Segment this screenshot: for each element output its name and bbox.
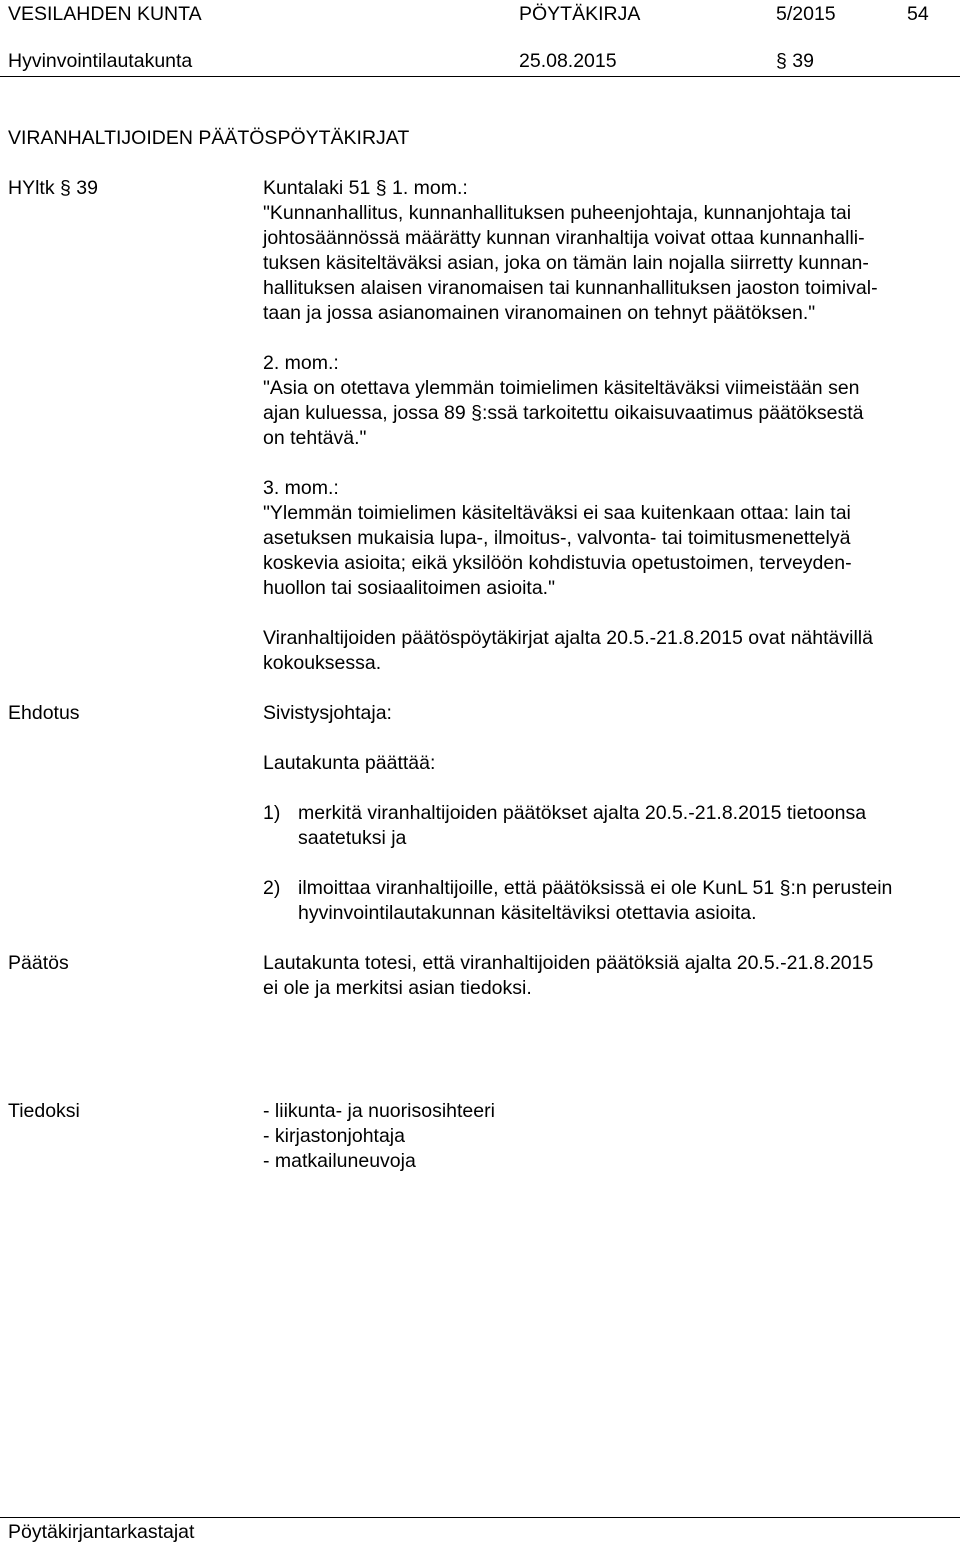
quote2-line: "Asia on otettava ylemmän toimielimen käsiteltäväksi viimeistään sen <box>263 377 860 399</box>
decision-line: Lautakunta totesi, että viranhaltijoiden päätöksiä ajalta 20.5.-21.8.2015 <box>263 952 874 974</box>
proposal-item-number: 1) <box>263 802 281 824</box>
footer-label: Pöytäkirjantarkastajat <box>8 1521 195 1543</box>
availability-line: Viranhaltijoiden päätöspöytäkirjat ajalta 20.5.-21.8.2015 ovat nähtävillä <box>263 627 873 649</box>
proposal-item-line: hyvinvointilautakunnan käsiteltäviksi otettavia asioita. <box>298 902 757 924</box>
case-reference: HYltk § 39 <box>8 177 98 199</box>
header-divider <box>0 76 960 77</box>
quote1-line: taan ja jossa asianomainen viranomainen on tehnyt päätöksen." <box>263 302 816 324</box>
notify-label: Tiedoksi <box>8 1100 80 1122</box>
org-name: VESILAHDEN KUNTA <box>8 3 202 25</box>
proposal-label: Ehdotus <box>8 702 80 724</box>
quote3-line: koskevia asioita; eikä yksilöön kohdistuvia opetustoimen, terveyden- <box>263 552 852 574</box>
quote2-line: ajan kuluessa, jossa 89 §:ssä tarkoitettu oikaisuvaatimus päätöksestä <box>263 402 864 424</box>
proposal-item-line: merkitä viranhaltijoiden päätökset ajalta 20.5.-21.8.2015 tietoonsa <box>298 802 867 824</box>
footer-divider <box>0 1517 960 1518</box>
section-number: § 39 <box>776 50 814 72</box>
law-reference: Kuntalaki 51 § 1. mom.: <box>263 177 468 199</box>
proposal-item-line: saatetuksi ja <box>298 827 407 849</box>
quote1-line: hallituksen alaisen viranomaisen tai kunnanhallituksen jaoston toimival- <box>263 277 878 299</box>
availability-line: kokouksessa. <box>263 652 382 674</box>
notify-item: - liikunta- ja nuorisosihteeri <box>263 1100 495 1122</box>
quote2-line: on tehtävä." <box>263 427 367 449</box>
quote3-line: asetuksen mukaisia lupa-, ilmoitus-, valvonta- tai toimitusmenettelyä <box>263 527 851 549</box>
page-title: VIRANHALTIJOIDEN PÄÄTÖSPÖYTÄKIRJAT <box>8 127 410 149</box>
proposer: Sivistysjohtaja: <box>263 702 392 724</box>
decision-line: ei ole ja merkitsi asian tiedoksi. <box>263 977 532 999</box>
board-name: Hyvinvointilautakunta <box>8 50 193 72</box>
notify-item: - matkailuneuvoja <box>263 1150 416 1172</box>
mom3-label: 3. mom.: <box>263 477 339 499</box>
quote1-line: johtosäännössä määrätty kunnan viranhaltija voivat ottaa kunnanhalli- <box>263 227 865 249</box>
decision-label: Päätös <box>8 952 69 974</box>
mom2-label: 2. mom.: <box>263 352 339 374</box>
quote3-line: huollon tai sosiaalitoimen asioita." <box>263 577 556 599</box>
meeting-date: 25.08.2015 <box>519 50 617 72</box>
doc-number: 5/2015 <box>776 3 836 25</box>
doc-type: PÖYTÄKIRJA <box>519 3 641 25</box>
notify-item: - kirjastonjohtaja <box>263 1125 405 1147</box>
proposal-item-number: 2) <box>263 877 281 899</box>
board-decides-heading: Lautakunta päättää: <box>263 752 436 774</box>
quote3-line: "Ylemmän toimielimen käsiteltäväksi ei saa kuitenkaan ottaa: lain tai <box>263 502 851 524</box>
proposal-item-line: ilmoittaa viranhaltijoille, että päätöksissä ei ole KunL 51 §:n perustein <box>298 877 893 899</box>
page-number: 54 <box>907 3 929 25</box>
quote1-line: "Kunnanhallitus, kunnanhallituksen puheenjohtaja, kunnanjohtaja tai <box>263 202 852 224</box>
quote1-line: tuksen käsiteltäväksi asian, joka on tämän lain nojalla siirretty kunnan- <box>263 252 869 274</box>
